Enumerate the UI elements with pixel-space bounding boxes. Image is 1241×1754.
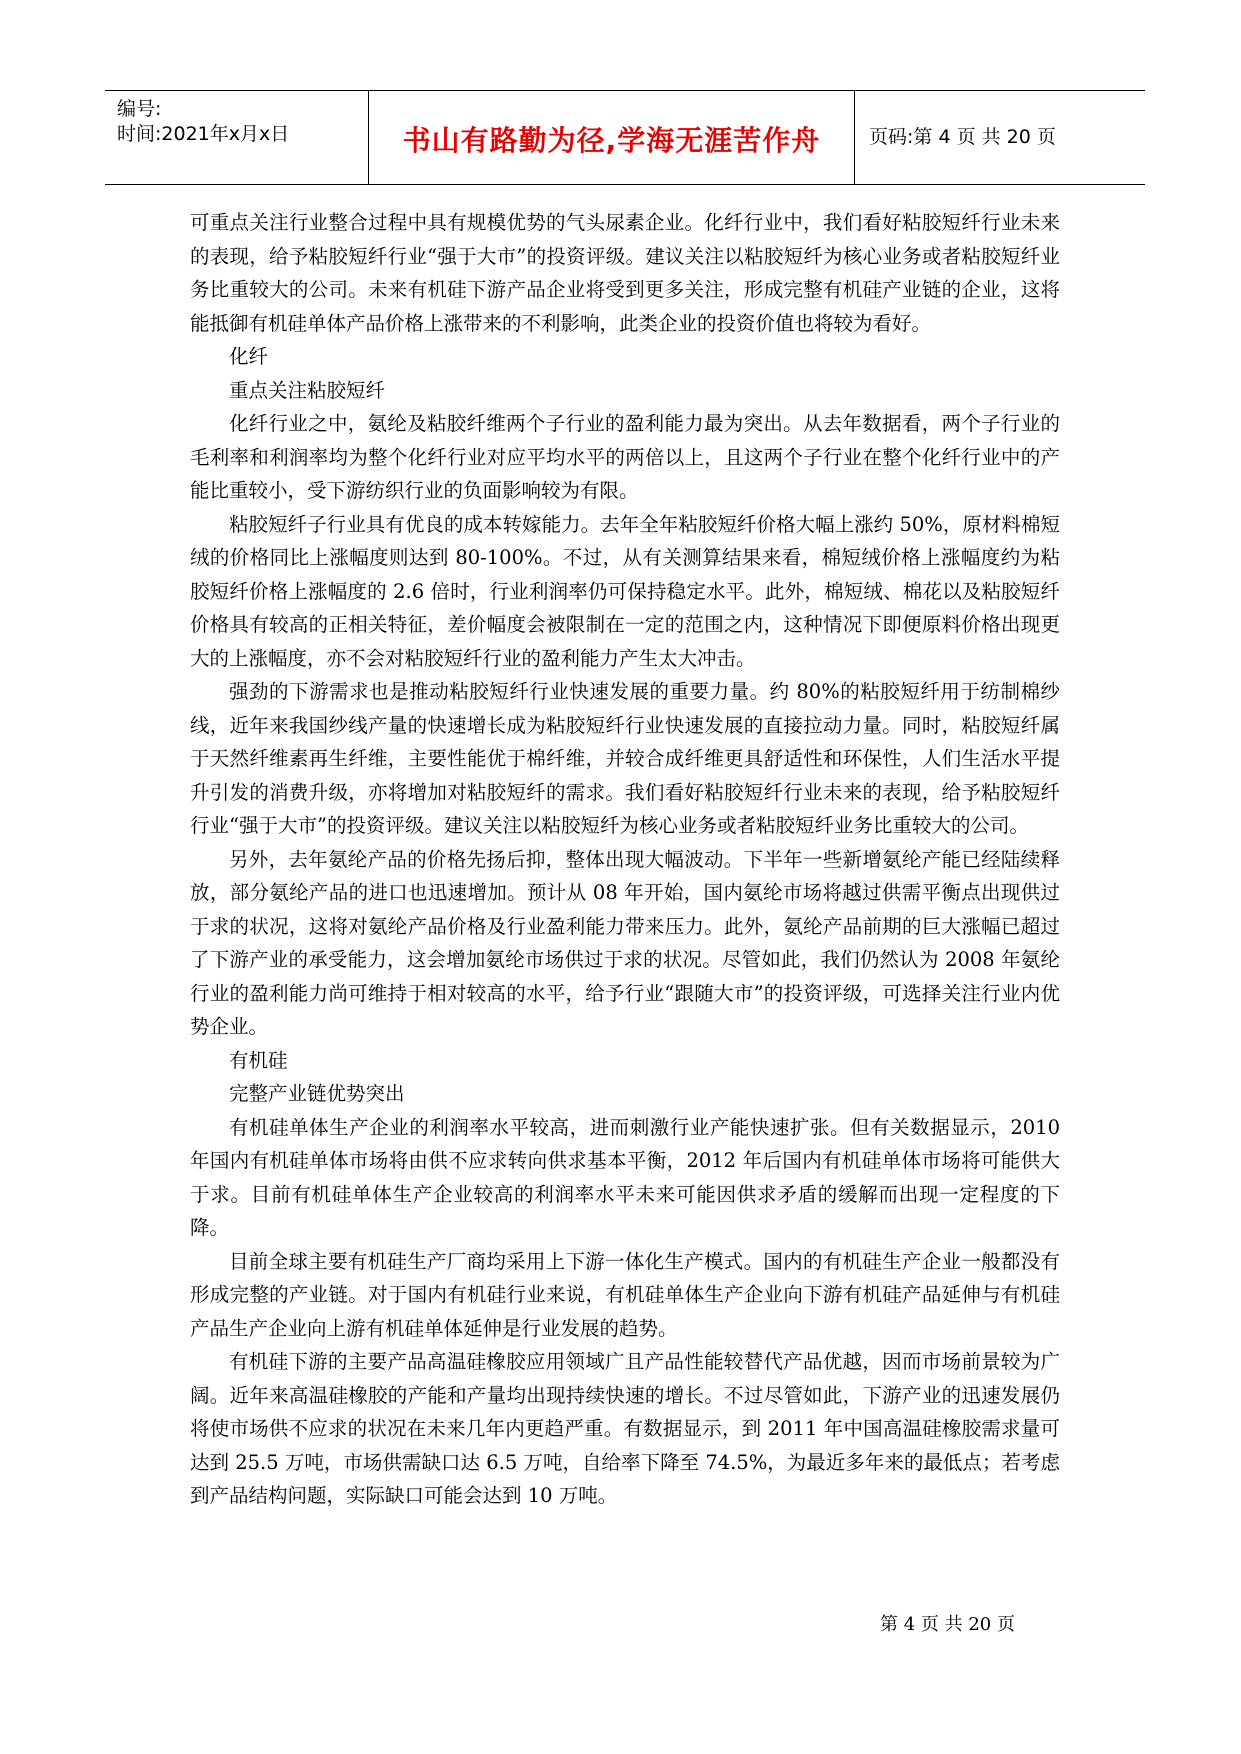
document-body xyxy=(190,206,1060,1513)
body-paragraph: 另外，去年氨纶产品的价格先扬后抑，整体出现大幅波动。下半年一些新增氨纶产能已经陆续释放，部分氨纶产品的进口也迅速增加。预计从 08 年开始，国内氨纶市场将越过供需平衡点出现供过于求的状况，这将对氨纶产品价格及行业盈利能力带来压力。此外，氨纶产品前期的巨大涨幅已超过了下游产业的承受能力，这会增加氨纶市场供过于求的状况。尽管如此，我们仍然认为 2008 年氨纶行业的盈利能力尚可维持于相对较高的水平，给予行业“跟随大市”的投资评级，可选择关注行业内优势企业。 xyxy=(190,847,1060,1038)
page-header xyxy=(105,90,1145,185)
document-number-label: 编号: xyxy=(117,98,162,120)
header-motto-cell xyxy=(369,91,855,184)
body-paragraph: 目前全球主要有机硅生产厂商均采用上下游一体化生产模式。国内的有机硅生产企业一般都没有形成完整的产业链。对于国内有机硅行业来说，有机硅单体生产企业向下游有机硅产品延伸与有机硅产品生产企业向上游有机硅单体延伸是行业发展的趋势。 xyxy=(190,1249,1060,1340)
header-meta-cell xyxy=(105,91,369,184)
section-heading-chemical-fiber: 化纤 xyxy=(229,345,269,368)
body-paragraph: 有机硅单体生产企业的利润率水平较高，进而刺激行业产能快速扩张。但有关数据显示，2010 年国内有机硅单体市场将由供不应求转向供求基本平衡，2012 年后国内有机硅单体市场将可能供大于求。目前有机硅单体生产企业较高的利润率水平未来可能因供求矛盾的缓解而出现一定程度的下降。 xyxy=(190,1115,1060,1239)
header-motto: 书山有路勤为径,学海无涯苦作舟 xyxy=(402,124,821,157)
body-paragraph: 粘胶短纤子行业具有优良的成本转嫁能力。去年全年粘胶短纤价格大幅上涨约 50%，原材料棉短绒的价格同比上涨幅度则达到 80-100%。不过，从有关测算结果来看，棉短绒价格上涨幅度约为粘胶短纤价格上涨幅度的 2.6 倍时，行业利润率仍可保持稳定水平。此外，棉短绒、棉花以及粘胶短纤价格具有较高的正相关特征，差价幅度会被限制在一定的范围之内，这种情况下即便原料价格出现更大的上涨幅度，亦不会对粘胶短纤行业的盈利能力产生太大冲击。 xyxy=(190,512,1060,670)
body-paragraph: 有机硅下游的主要产品高温硅橡胶应用领域广且产品性能较替代产品优越，因而市场前景较为广阔。近年来高温硅橡胶的产能和产量均出现持续快速的增长。不过尽管如此，下游产业的迅速发展仍将使市场供不应求的状况在未来几年内更趋严重。有数据显示，到 2011 年中国高温硅橡胶需求量可达到 25.5 万吨，市场供需缺口达 6.5 万吨，自给率下降至 74.5%，为最近多年来的最低点；若考虑到产品结构问题，实际缺口可能会达到 10 万吨。 xyxy=(190,1350,1060,1507)
subsection-heading-industry-chain: 完整产业链优势突出 xyxy=(229,1082,405,1105)
header-page-cell xyxy=(855,91,1145,184)
subsection-heading-viscose: 重点关注粘胶短纤 xyxy=(229,378,386,402)
header-page-info: 页码:第 4 页 共 20 页 xyxy=(869,126,1056,148)
section-heading-silicone: 有机硅 xyxy=(229,1048,288,1072)
body-paragraph: 可重点关注行业整合过程中具有规模优势的气头尿素企业。化纤行业中，我们看好粘胶短纤行业未来的表现，给予粘胶短纤行业“强于大市”的投资评级。建议关注以粘胶短纤为核心业务或者粘胶短纤业务比重较大的公司。未来有机硅下游产品企业将受到更多关注，形成完整有机硅产业链的企业，这将能抵御有机硅单体产品价格上涨带来的不利影响，此类企业的投资价值也将较为看好。 xyxy=(190,211,1060,335)
document-time-label: 时间:2021年x月x日 xyxy=(117,123,290,145)
body-paragraph: 强劲的下游需求也是推动粘胶短纤行业快速发展的重要力量。约 80%的粘胶短纤用于纺制棉纱线，近年来我国纱线产量的快速增长成为粘胶短纤行业快速发展的直接拉动力量。同时，粘胶短纤属于天然纤维素再生纤维，主要性能优于棉纤维，并较合成纤维更具舒适性和环保性，人们生活水平提升引发的消费升级，亦将增加对粘胶短纤的需求。我们看好粘胶短纤行业未来的表现，给予粘胶短纤行业“强于大市”的投资评级。建议关注以粘胶短纤为核心业务或者粘胶短纤业务比重较大的公司。 xyxy=(190,680,1060,837)
body-paragraph: 化纤行业之中，氨纶及粘胶纤维两个子行业的盈利能力最为突出。从去年数据看，两个子行业的毛利率和利润率均为整个化纤行业对应平均水平的两倍以上，且这两个子行业在整个化纤行业中的产能比重较小，受下游纺织行业的负面影响较为有限。 xyxy=(190,412,1060,502)
page-footer: 第 4 页 共 20 页 xyxy=(880,1614,1015,1635)
